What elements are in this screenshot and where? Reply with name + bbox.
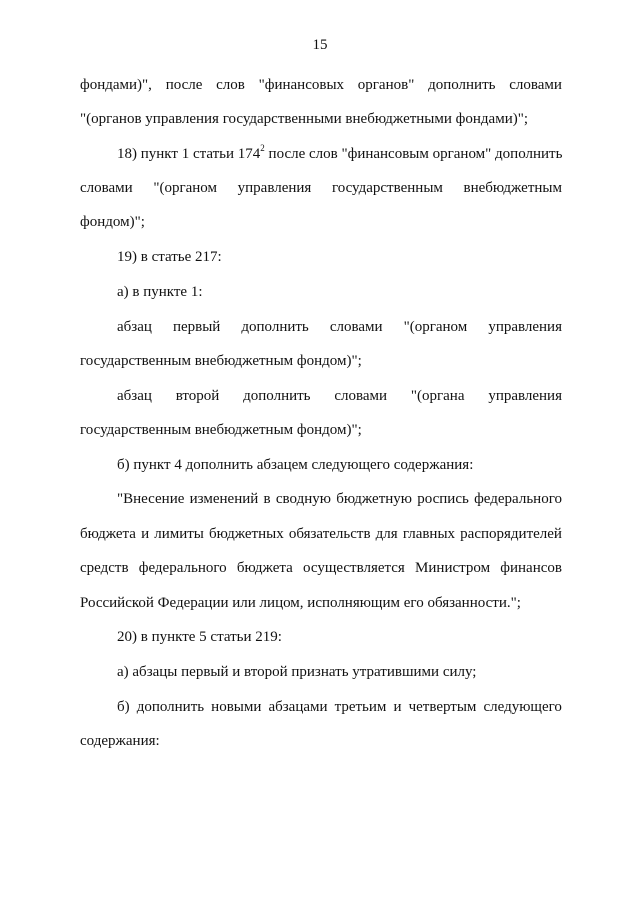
text-line <box>117 490 562 508</box>
text-line: государственным внебюджетным фондом)"; <box>80 353 362 369</box>
text-line <box>117 387 562 405</box>
word: бюджетных <box>209 526 284 542</box>
word: словами <box>334 388 388 404</box>
word: сводную <box>275 491 331 507</box>
text-segment: 18) пункт 1 статьи 174 <box>117 146 261 162</box>
word: "(органом <box>403 319 468 335</box>
text-line: а) в пункте 1: <box>117 284 203 300</box>
word: финансов <box>500 560 562 576</box>
word: и <box>393 699 402 715</box>
word: бюджета <box>80 526 136 542</box>
word: новыми <box>211 699 262 715</box>
word: "Внесение <box>117 491 185 507</box>
word: второй <box>175 388 220 404</box>
word: б) <box>117 699 130 715</box>
text-line <box>80 179 562 197</box>
word: средств <box>80 560 129 576</box>
word: федерального <box>474 491 562 507</box>
word: следующего <box>483 699 562 715</box>
word: лимиты <box>154 526 204 542</box>
word: фондами)", <box>80 77 152 93</box>
text-line <box>80 76 562 94</box>
word: словами <box>509 77 562 93</box>
word: и <box>141 526 150 542</box>
word: Министром <box>415 560 491 576</box>
word: дополнить <box>241 319 309 335</box>
word: абзацами <box>268 699 328 715</box>
text-line: фондом)"; <box>80 214 145 230</box>
text-line: 20) в пункте 5 статьи 219: <box>117 629 282 645</box>
word: управления <box>488 388 562 404</box>
word: после <box>165 77 203 93</box>
text-line: содержания: <box>80 733 160 749</box>
word: осуществляется <box>302 560 405 576</box>
text-line: б) пункт 4 дополнить абзацем следующего содержания: <box>117 457 474 473</box>
text-line <box>117 698 562 716</box>
text-line <box>117 318 562 336</box>
word: управления <box>237 180 312 196</box>
word: обязательств <box>288 526 371 542</box>
text-line: а) абзацы первый и второй признать утратившими силу; <box>117 664 477 680</box>
word: органов" <box>357 77 415 93</box>
word: для <box>375 526 398 542</box>
word: государственным <box>331 180 443 196</box>
word: абзац <box>117 319 152 335</box>
word: внебюджетным <box>463 180 562 196</box>
page-number: 15 <box>312 37 328 53</box>
text-segment: после слов "финансовым органом" дополнить <box>264 146 563 162</box>
word: бюджета <box>236 560 293 576</box>
word: четвертым <box>408 699 477 715</box>
word: словами <box>80 180 133 196</box>
word: "финансовых <box>258 77 345 93</box>
text-line: Российской Федерации или лицом, исполняющим его обязанности."; <box>80 595 521 611</box>
word: изменений <box>189 491 259 507</box>
text-line: 19) в статье 217: <box>117 249 222 265</box>
word: федерального <box>138 560 227 576</box>
word: первый <box>172 319 221 335</box>
word: "(органом <box>153 180 218 196</box>
word: дополнить <box>243 388 311 404</box>
word: "(органа <box>410 388 465 404</box>
word: слов <box>216 77 245 93</box>
word: дополнить <box>428 77 496 93</box>
word: распорядителей <box>460 526 562 542</box>
word: бюджетную <box>336 491 413 507</box>
word: управления <box>488 319 562 335</box>
text-line: государственным внебюджетным фондом)"; <box>80 422 362 438</box>
text-line <box>80 559 562 577</box>
word: абзац <box>117 388 152 404</box>
word: словами <box>329 319 383 335</box>
word: третьим <box>334 699 387 715</box>
word: дополнить <box>136 699 205 715</box>
word: роспись <box>417 491 469 507</box>
text-line: "(органов управления государственными внебюджетными фондами)"; <box>80 111 529 127</box>
word: главных <box>402 526 456 542</box>
word: в <box>263 491 271 507</box>
text-line <box>80 525 562 543</box>
superscript: 2 <box>260 143 265 153</box>
text-line <box>117 145 562 163</box>
